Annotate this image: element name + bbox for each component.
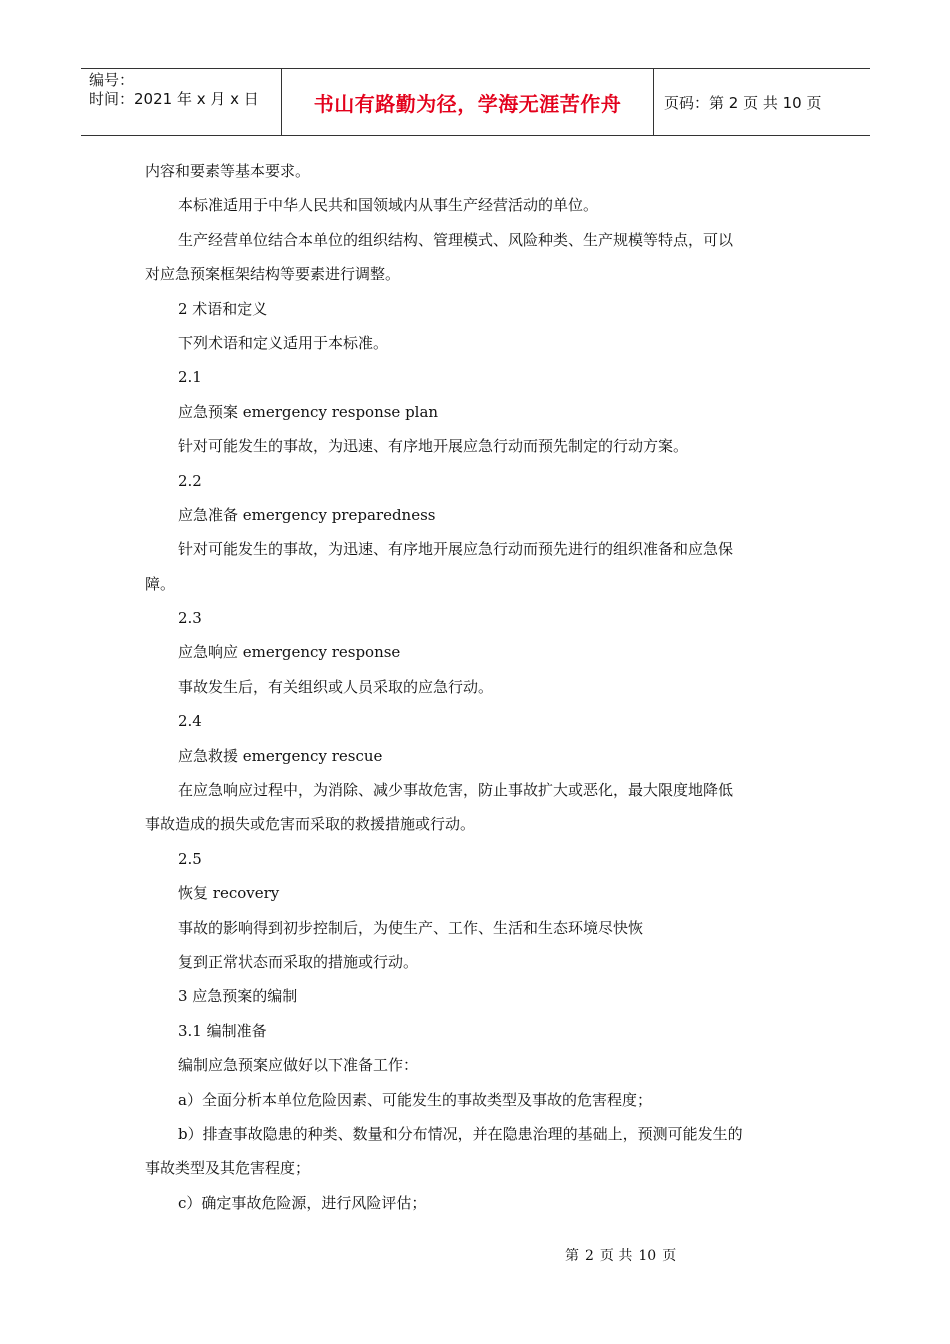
footer-total-pages: 10	[638, 1248, 657, 1264]
text-line: 应急预案 emergency response plan	[178, 402, 439, 421]
header-meta-cell	[81, 69, 282, 135]
text-line: 2.5	[178, 849, 202, 868]
text-line: 2.3	[178, 609, 202, 628]
page-header	[81, 68, 870, 136]
text-line: 恢复 recovery	[178, 884, 280, 903]
text-line: a）全面分析本单位危险因素、可能发生的事故类型及事故的危害程度；	[178, 1090, 652, 1109]
text-line: 2.1	[178, 368, 202, 387]
text-line: 生产经营单位结合本单位的组织结构、管理模式、风险种类、生产规模等特点，可以	[178, 230, 734, 249]
text-line: 针对可能发生的事故，为迅速、有序地开展应急行动而预先进行的组织准备和应急保	[178, 540, 734, 559]
text-line: 2.2	[178, 471, 202, 490]
text-line: 对应急预案框架结构等要素进行调整。	[145, 265, 401, 284]
text-line: 下列术语和定义适用于本标准。	[178, 333, 389, 352]
document-number-label: 编号：	[89, 71, 135, 89]
text-line: 应急准备 emergency preparedness	[178, 505, 436, 524]
text-line: 事故造成的损失或危害而采取的救援措施或行动。	[145, 815, 476, 834]
text-line: 事故发生后，有关组织或人员采取的应急行动。	[178, 677, 494, 696]
document-time-label: 时间：2021 年 x 月 x 日	[89, 90, 259, 108]
text-line: 编制应急预案应做好以下准备工作：	[178, 1056, 419, 1075]
text-line: 本标准适用于中华人民共和国领域内从事生产经营活动的单位。	[178, 196, 599, 215]
footer-page-number: 2	[585, 1248, 594, 1264]
text-line: 事故类型及其危害程度；	[145, 1159, 311, 1178]
text-line: 障。	[145, 574, 176, 593]
text-line: 在应急响应过程中，为消除、减少事故危害，防止事故扩大或恶化，最大限度地降低	[178, 781, 734, 800]
text-line: 内容和要素等基本要求。	[145, 162, 311, 180]
text-line: 针对可能发生的事故，为迅速、有序地开展应急行动而预先制定的行动方案。	[178, 437, 689, 456]
text-line: 应急救援 emergency rescue	[178, 746, 383, 765]
header-motto: 书山有路勤为径，学海无涯苦作舟	[282, 69, 654, 135]
text-line: 3.1 编制准备	[178, 1021, 267, 1040]
text-line: c）确定事故危险源，进行风险评估；	[178, 1193, 427, 1212]
footer-mid: 页 共	[599, 1248, 633, 1264]
text-line: 应急响应 emergency response	[178, 643, 401, 662]
text-line: 复到正常状态而采取的措施或行动。	[178, 952, 419, 971]
text-line: 3 应急预案的编制	[178, 987, 298, 1006]
text-line: 事故的影响得到初步控制后，为使生产、工作、生活和生态环境尽快恢	[178, 918, 644, 937]
text-line: b）排查事故隐患的种类、数量和分布情况，并在隐患治理的基础上，预测可能发生的	[178, 1124, 743, 1143]
header-page-info: 页码：第 2 页 共 10 页	[664, 93, 822, 112]
document-body	[145, 154, 815, 1220]
text-line: 2.4	[178, 712, 202, 731]
footer-prefix: 第	[565, 1248, 579, 1264]
page-footer	[565, 1245, 682, 1265]
footer-suffix: 页	[662, 1248, 677, 1264]
text-line: 2 术语和定义	[178, 299, 268, 318]
